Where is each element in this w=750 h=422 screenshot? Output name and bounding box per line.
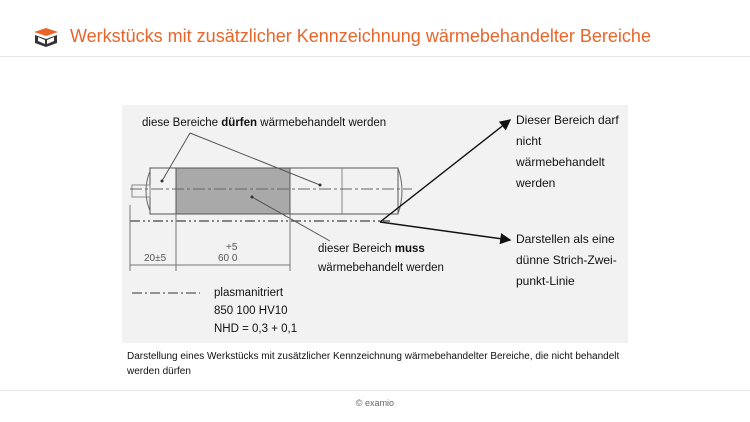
footer-copyright: © examio [355,398,395,408]
annotation-phantom-line: Darstellen als eine dünne Strich-Zwei- punkt-Linie [516,232,617,288]
footer-divider [0,390,750,391]
dimension-tolerance: +5 [226,242,238,253]
legend-line1: 850 100 HV10 [214,305,288,317]
legend-line2: NHD = 0,3 + 0,1 [214,323,298,335]
label-must-area-2: wärmebehandelt werden [318,262,444,274]
dimension-mid: 60 0 [218,253,238,264]
figure-caption: Darstellung eines Werkstücks mit zusätzlicher Kennzeichnung wärmebehandelter Bereiche, die nicht behandelt werden dürfen [127,351,620,377]
label-must-area: dieser Bereich muss [318,243,425,255]
annotation-not-allowed: Dieser Bereich darf nicht wärmebehandelt werden [516,113,619,190]
page-title: Werkstücks mit zusätzlicher Kennzeichnung wärmebehandelter Bereiche [70,26,651,46]
dimension-left: 20±5 [144,253,167,264]
legend-title: plasmanitriert [214,287,284,299]
label-allowed-areas: diese Bereiche dürfen wärmebehandelt werden [142,117,387,129]
